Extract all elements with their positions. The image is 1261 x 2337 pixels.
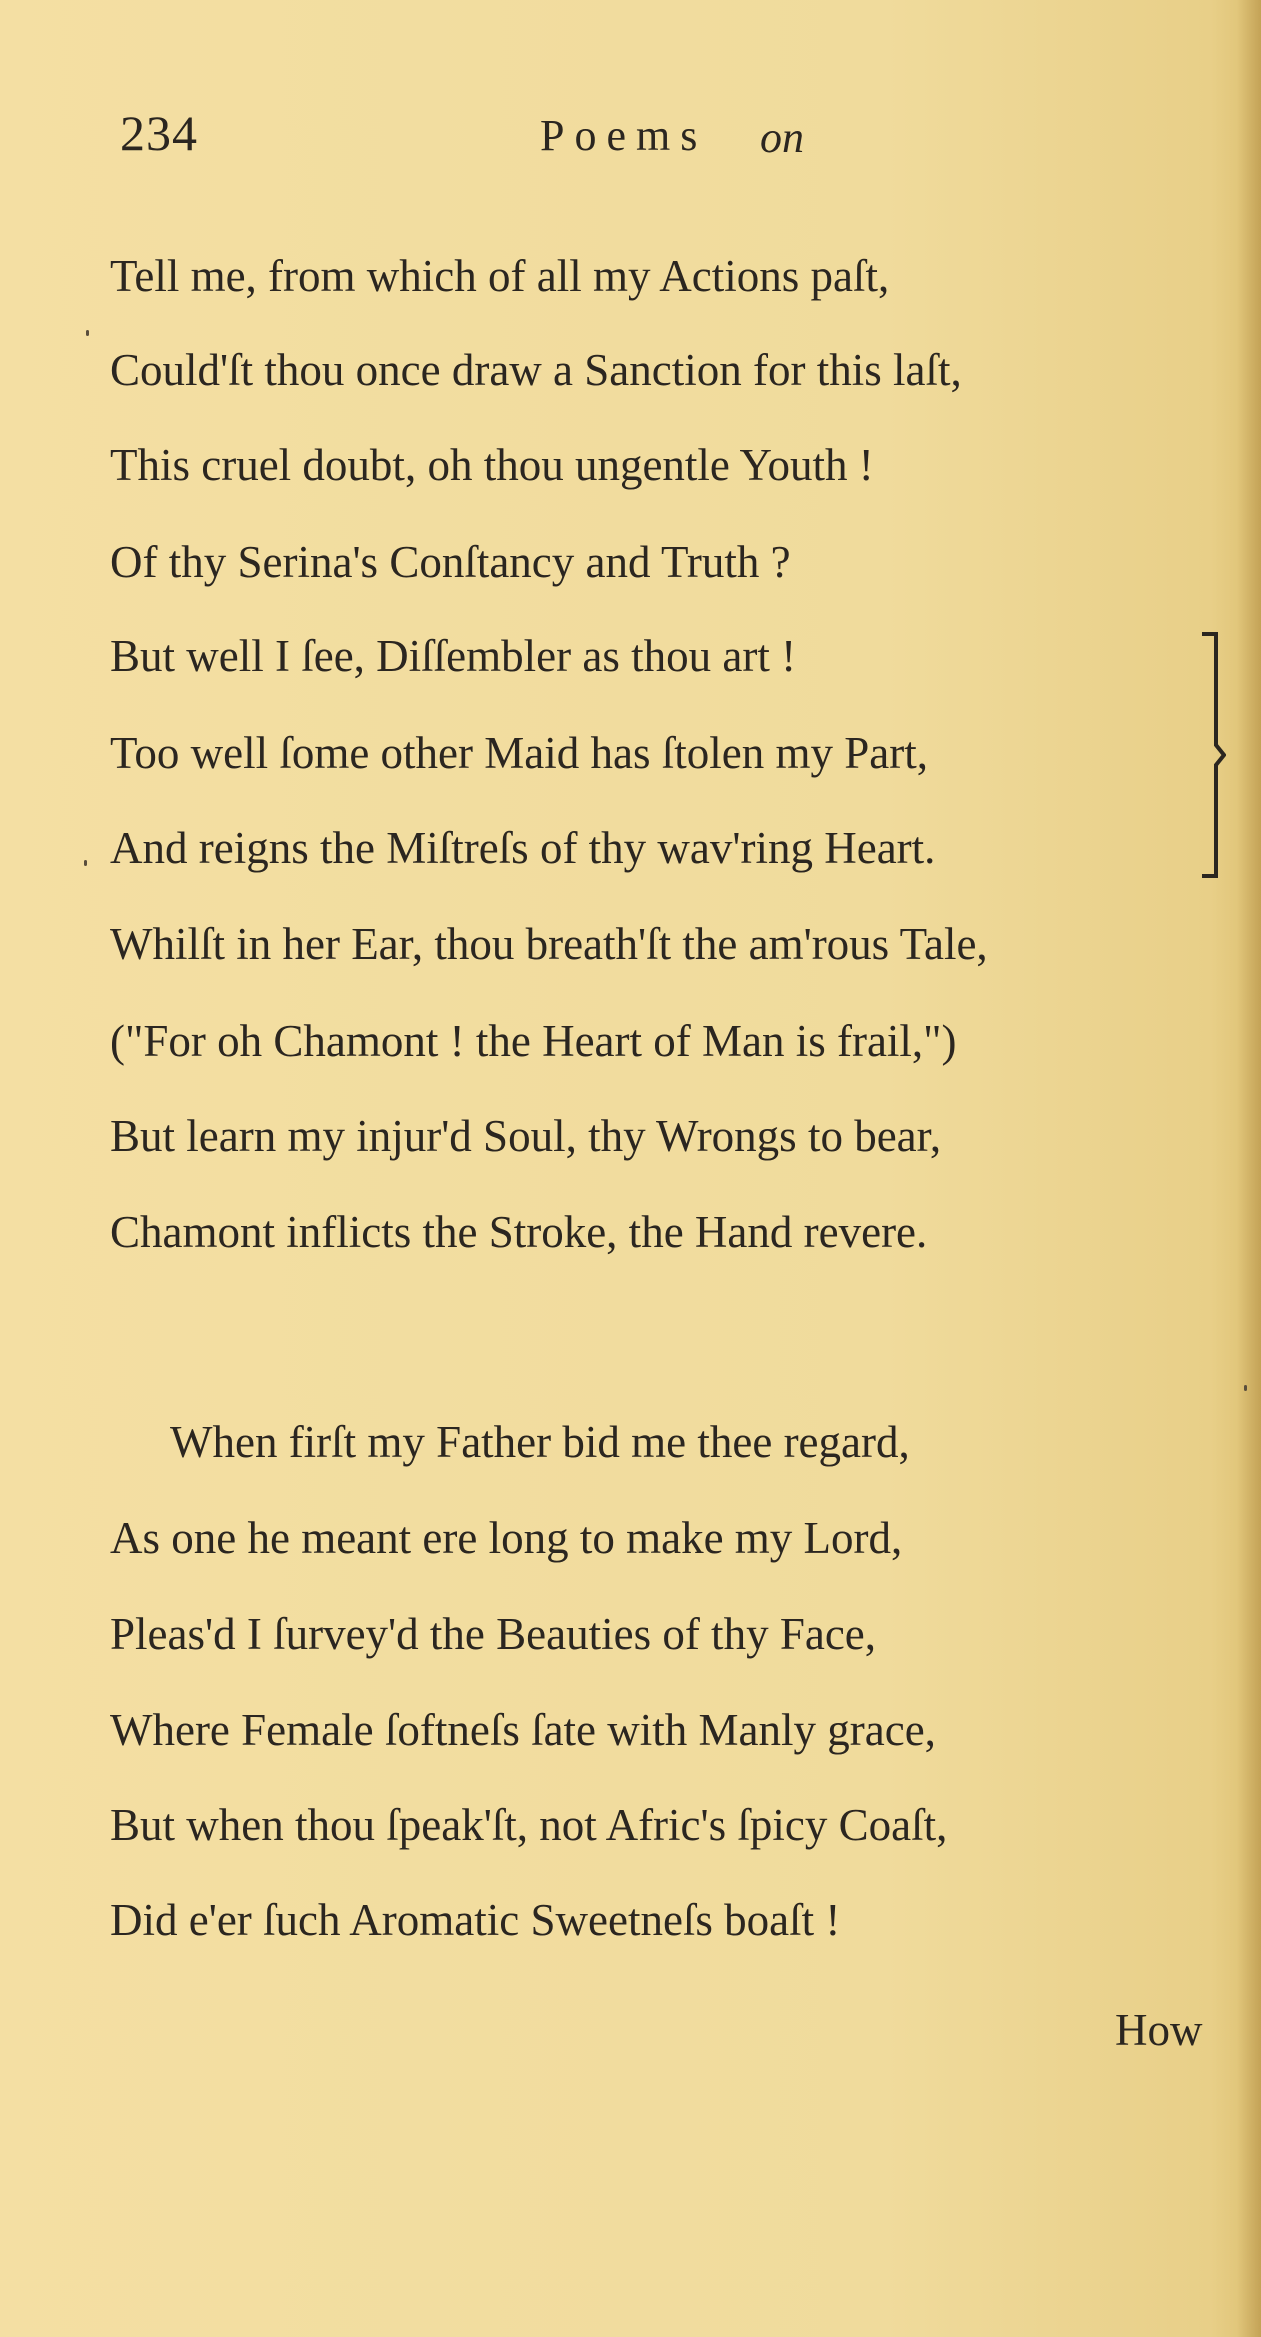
verse-line: As one he meant ere long to make my Lord, xyxy=(110,1513,903,1563)
running-header xyxy=(0,104,1261,174)
verse-line: But learn my injur'd Soul, thy Wrongs to bear, xyxy=(110,1111,942,1161)
page-number: 234 xyxy=(120,105,198,161)
ink-speck xyxy=(86,330,89,336)
verse-line: Tell me, from which of all my Actions paſt, xyxy=(110,251,890,301)
verse-line: ("For oh Chamont ! the Heart of Man is frail,") xyxy=(110,1016,957,1066)
running-title-italic: on xyxy=(760,113,804,162)
verse-line: But well I ſee, Diſſembler as thou art ! xyxy=(110,631,797,681)
verse-line: And reigns the Miſtreſs of thy wav'ring Heart. xyxy=(110,823,936,873)
ink-speck xyxy=(1244,1385,1247,1391)
page-edge-shadow xyxy=(1237,0,1261,2337)
running-title: Poems xyxy=(540,111,708,160)
verse-line: Could'ſt thou once draw a Sanction for this laſt, xyxy=(110,345,962,395)
verse-line: When firſt my Father bid me thee regard, xyxy=(170,1417,910,1467)
verse-line: This cruel doubt, oh thou ungentle Youth ! xyxy=(110,440,874,490)
verse-line: Did e'er ſuch Aromatic Sweetneſs boaſt ! xyxy=(110,1895,841,1945)
verse-line: Pleas'd I ſurvey'd the Beauties of thy Face, xyxy=(110,1609,877,1659)
verse-line: Whilſt in her Ear, thou breath'ſt the am'rous Tale, xyxy=(110,919,988,969)
verse-line: But when thou ſpeak'ſt, not Afric's ſpicy Coaſt, xyxy=(110,1800,948,1850)
verse-line: Of thy Serina's Conſtancy and Truth ? xyxy=(110,537,791,587)
catchword: How xyxy=(1115,2005,1203,2055)
verse-line: Too well ſome other Maid has ſtolen my Part, xyxy=(110,728,928,778)
ink-speck xyxy=(84,860,87,866)
verse-line: Where Female ſoftneſs ſate with Manly grace, xyxy=(110,1705,936,1755)
verse-line: Chamont inflicts the Stroke, the Hand revere. xyxy=(110,1207,928,1257)
triplet-brace xyxy=(1198,630,1226,880)
